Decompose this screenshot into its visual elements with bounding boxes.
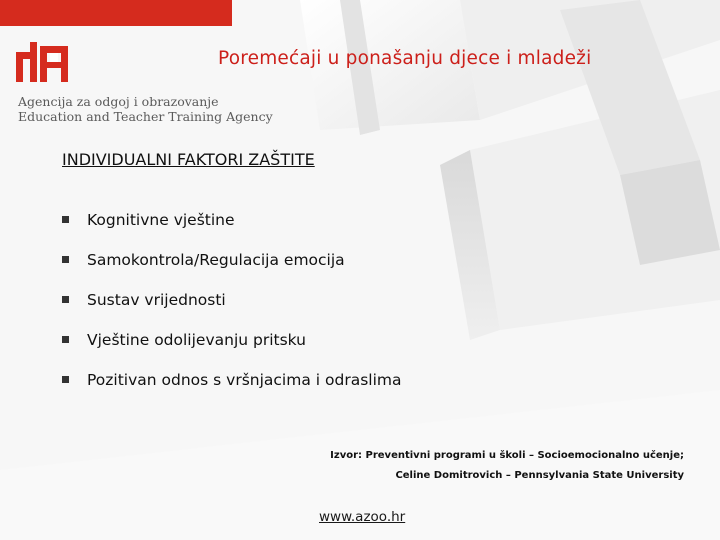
organization-name-hr: Agencija za odgoj i obrazovanje — [18, 94, 219, 109]
list-item — [62, 200, 401, 240]
list-item — [62, 360, 401, 400]
bullet-text: Kognitivne vještine — [87, 211, 235, 229]
bullet-square-icon — [62, 216, 69, 223]
source-citation — [330, 446, 684, 486]
source-line-2: Celine Domitrovich – Pennsylvania State University — [395, 470, 684, 481]
bullet-square-icon — [62, 336, 69, 343]
top-red-bar — [0, 0, 232, 26]
bullet-text: Samokontrola/Regulacija emocija — [87, 251, 345, 269]
bullet-square-icon — [62, 296, 69, 303]
slide-title: Poremećaji u ponašanju djece i mladeži — [218, 48, 592, 69]
bullet-text: Pozitivan odnos s vršnjacima i odraslima — [87, 371, 402, 389]
list-item — [62, 320, 401, 360]
organization-name — [18, 94, 273, 124]
bullet-square-icon — [62, 376, 69, 383]
agency-logo-icon — [16, 42, 70, 82]
bullet-text: Sustav vrijednosti — [87, 291, 226, 309]
bullet-text: Vještine odolijevanju pritsku — [87, 331, 306, 349]
list-item — [62, 280, 401, 320]
section-heading: INDIVIDUALNI FAKTORI ZAŠTITE — [62, 150, 315, 169]
source-line-1: Izvor: Preventivni programi u školi – Socioemocionalno učenje; — [330, 450, 684, 461]
organization-name-en: Education and Teacher Training Agency — [18, 109, 273, 124]
bullet-square-icon — [62, 256, 69, 263]
website-link[interactable]: www.azoo.hr — [319, 509, 406, 525]
list-item — [62, 240, 401, 280]
bullet-list — [62, 200, 401, 400]
